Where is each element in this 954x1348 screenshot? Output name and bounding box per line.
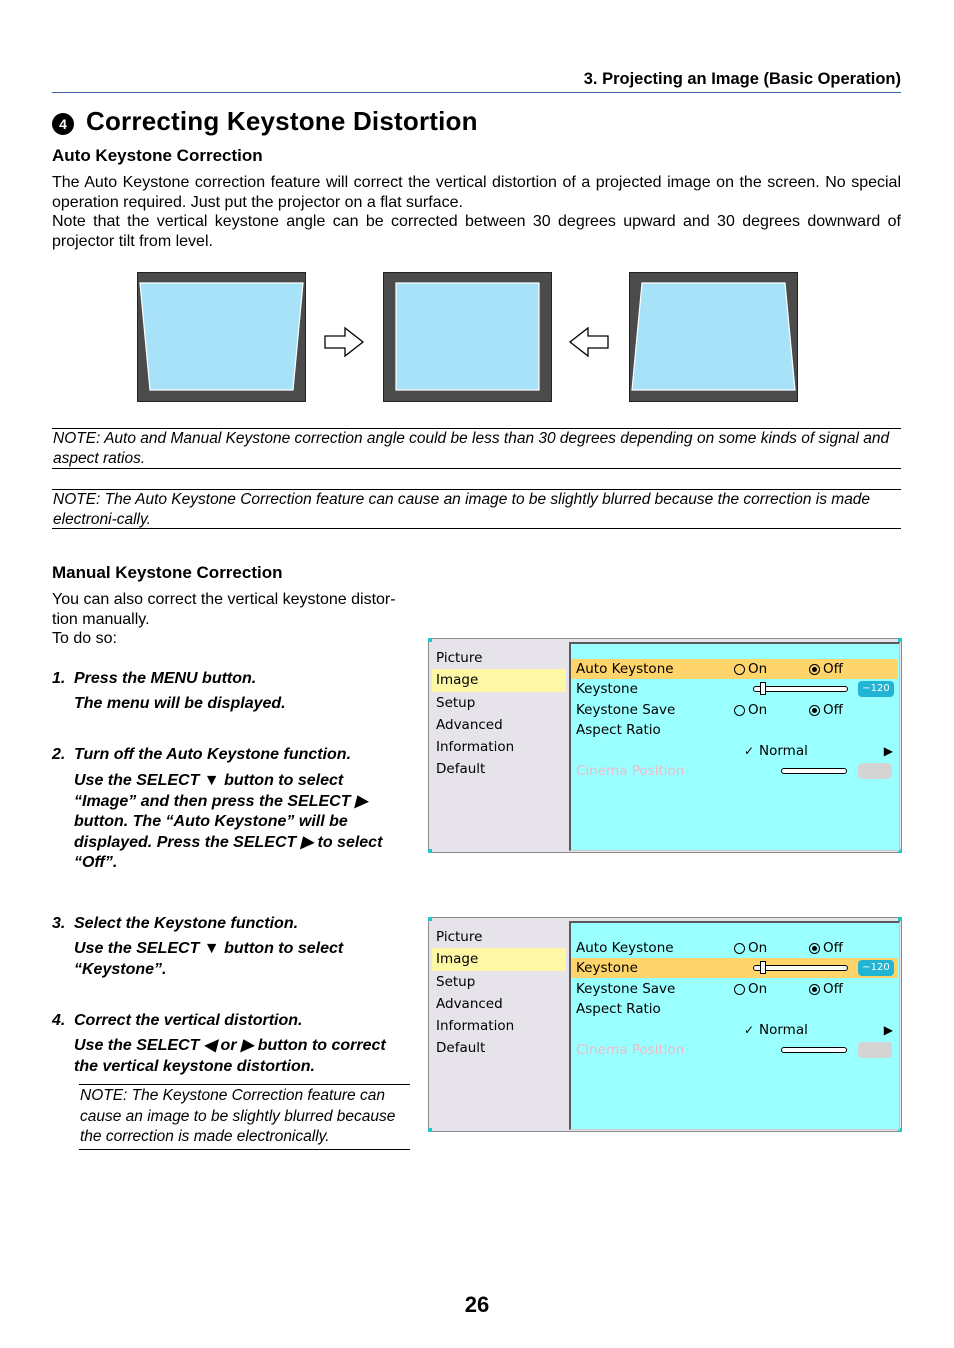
menu-left-list bbox=[432, 647, 566, 781]
check-icon: ✓ bbox=[744, 744, 755, 758]
radio-on[interactable]: On bbox=[734, 659, 767, 679]
step-1-detail: The menu will be displayed. bbox=[74, 695, 286, 712]
corner-marker bbox=[428, 1128, 432, 1132]
row-label: Auto Keystone bbox=[576, 661, 674, 677]
menu-item-picture[interactable]: Picture bbox=[436, 929, 483, 945]
radio-off[interactable]: Off bbox=[809, 979, 843, 999]
menu-item-advanced[interactable]: Advanced bbox=[436, 995, 503, 1012]
manual-intro-todo: To do so: bbox=[52, 630, 117, 647]
menu-item-image[interactable]: Image bbox=[432, 948, 566, 970]
row-label: Cinema Position bbox=[576, 1042, 685, 1058]
radio-off[interactable]: Off bbox=[809, 938, 843, 958]
row-keystone[interactable] bbox=[571, 679, 898, 699]
row-cinema-position bbox=[571, 761, 898, 781]
menu-item-information[interactable]: Information bbox=[436, 739, 515, 756]
auto-keystone-para2: Note that the vertical keystone angle can be corrected between 30 degrees upward and 30 degrees downward of projector tilt from level. bbox=[52, 213, 901, 250]
step-2 bbox=[52, 745, 351, 766]
keystone-value: −120 bbox=[858, 960, 894, 976]
radio-off[interactable]: Off bbox=[809, 700, 843, 720]
menu-item-default[interactable]: Default bbox=[436, 1040, 486, 1057]
step-number: 1. bbox=[52, 670, 66, 687]
slider-knob[interactable] bbox=[760, 961, 766, 974]
row-aspect-ratio[interactable] bbox=[571, 720, 898, 740]
aspect-value: Normal bbox=[759, 743, 808, 759]
right-arrow-icon bbox=[323, 326, 365, 358]
left-arrow-icon bbox=[568, 326, 610, 358]
step-number: 4. bbox=[52, 1012, 66, 1029]
row-keystone-save[interactable] bbox=[571, 700, 898, 720]
row-label: Auto Keystone bbox=[576, 940, 674, 956]
menu-item-information[interactable]: Information bbox=[436, 1018, 515, 1035]
section-number-badge: 4 bbox=[52, 113, 74, 135]
menu-screenshot-keystone bbox=[428, 917, 902, 1132]
keystone-slider[interactable] bbox=[753, 965, 848, 971]
menu-item-setup[interactable]: Setup bbox=[436, 694, 476, 711]
row-auto-keystone[interactable] bbox=[571, 659, 898, 679]
manual-keystone-heading: Manual Keystone Correction bbox=[52, 563, 283, 582]
row-label: Aspect Ratio bbox=[576, 1001, 661, 1017]
chevron-right-icon[interactable]: ▶ bbox=[883, 1023, 893, 1037]
step-title: Correct the vertical distortion. bbox=[74, 1012, 303, 1029]
step-2-detail: Use the SELECT ▼ button to select “Image” and then press the SELECT ▶ button. The “Auto Keystone” will be displayed. Press the SELECT ▶ to select “Off”. bbox=[74, 772, 383, 871]
row-label: Keystone Save bbox=[576, 981, 676, 997]
step-number: 2. bbox=[52, 746, 66, 763]
auto-keystone-description bbox=[52, 173, 901, 251]
menu-left-list bbox=[432, 926, 566, 1060]
manual-intro-text: You can also correct the vertical keystone distor-tion manually. bbox=[52, 591, 396, 628]
menu-screenshot-auto-keystone bbox=[428, 638, 902, 853]
row-cinema-position bbox=[571, 1040, 898, 1060]
page-number: 26 bbox=[464, 1292, 490, 1317]
auto-keystone-para1: The Auto Keystone correction feature will correct the vertical distortion of a projected image on the screen. No special operation required. Just put the projector on a flat surface. bbox=[52, 174, 901, 211]
note-correction-angle: NOTE: Auto and Manual Keystone correction angle could be less than 30 degrees depending on some kinds of signal and aspect ratios. bbox=[52, 428, 901, 469]
row-aspect-value[interactable] bbox=[571, 741, 898, 761]
cinema-value-box bbox=[858, 1042, 892, 1058]
step-title: Select the Keystone function. bbox=[74, 915, 299, 932]
auto-keystone-heading: Auto Keystone Correction bbox=[52, 146, 263, 165]
step-title: Press the MENU button. bbox=[74, 670, 257, 687]
row-auto-keystone[interactable] bbox=[571, 938, 898, 958]
aspect-value: Normal bbox=[759, 1022, 808, 1038]
menu-item-picture[interactable]: Picture bbox=[436, 650, 483, 666]
corner-marker bbox=[428, 917, 432, 921]
row-label: Cinema Position bbox=[576, 763, 685, 779]
step-4 bbox=[52, 1011, 303, 1032]
row-label: Keystone Save bbox=[576, 702, 676, 718]
slider-knob[interactable] bbox=[760, 682, 766, 695]
menu-image-panel bbox=[569, 642, 900, 851]
corner-marker bbox=[428, 849, 432, 853]
radio-on[interactable]: On bbox=[734, 979, 767, 999]
note-blur: NOTE: The Auto Keystone Correction feature can cause an image to be slightly blurred because the correction is made electroni-cally. bbox=[52, 489, 901, 529]
step-1 bbox=[52, 669, 256, 690]
step-4-detail: Use the SELECT ◀ or ▶ button to correct the vertical keystone distortion. bbox=[74, 1037, 386, 1075]
chevron-right-icon[interactable]: ▶ bbox=[883, 744, 893, 758]
row-keystone[interactable] bbox=[571, 958, 898, 978]
row-keystone-save[interactable] bbox=[571, 979, 898, 999]
row-aspect-value[interactable] bbox=[571, 1020, 898, 1040]
keystone-value: −120 bbox=[858, 681, 894, 697]
keystone-slider[interactable] bbox=[753, 686, 848, 692]
keystone-blur-note: NOTE: The Keystone Correction feature can cause an image to be slightly blurred because the correction is made electronically. bbox=[79, 1084, 410, 1150]
manual-intro bbox=[52, 590, 412, 649]
cinema-value-box bbox=[858, 763, 892, 779]
keystone-diagram-corrected bbox=[383, 272, 552, 402]
radio-on[interactable]: On bbox=[734, 938, 767, 958]
menu-item-setup[interactable]: Setup bbox=[436, 973, 476, 990]
radio-off[interactable]: Off bbox=[809, 659, 843, 679]
step-3 bbox=[52, 914, 298, 935]
radio-on[interactable]: On bbox=[734, 700, 767, 720]
cinema-slider bbox=[781, 768, 847, 774]
keystone-diagram-before-down bbox=[629, 272, 798, 402]
section-title bbox=[52, 106, 478, 137]
menu-item-default[interactable]: Default bbox=[436, 761, 486, 778]
row-label: Keystone bbox=[576, 681, 638, 697]
keystone-diagram-before-up bbox=[137, 272, 306, 402]
row-label: Aspect Ratio bbox=[576, 722, 661, 738]
corner-marker bbox=[428, 638, 432, 642]
section-heading: Correcting Keystone Distortion bbox=[86, 106, 478, 136]
step-3-detail: Use the SELECT ▼ button to select “Keystone”. bbox=[74, 940, 344, 978]
row-aspect-ratio[interactable] bbox=[571, 999, 898, 1019]
step-title: Turn off the Auto Keystone function. bbox=[74, 746, 352, 763]
row-label: Keystone bbox=[576, 960, 638, 976]
step-number: 3. bbox=[52, 915, 66, 932]
check-icon: ✓ bbox=[744, 1023, 755, 1037]
menu-item-image[interactable]: Image bbox=[432, 669, 566, 691]
cinema-slider bbox=[781, 1047, 847, 1053]
menu-item-advanced[interactable]: Advanced bbox=[436, 716, 503, 733]
menu-image-panel bbox=[569, 921, 900, 1130]
chapter-header: 3. Projecting an Image (Basic Operation) bbox=[52, 70, 901, 93]
